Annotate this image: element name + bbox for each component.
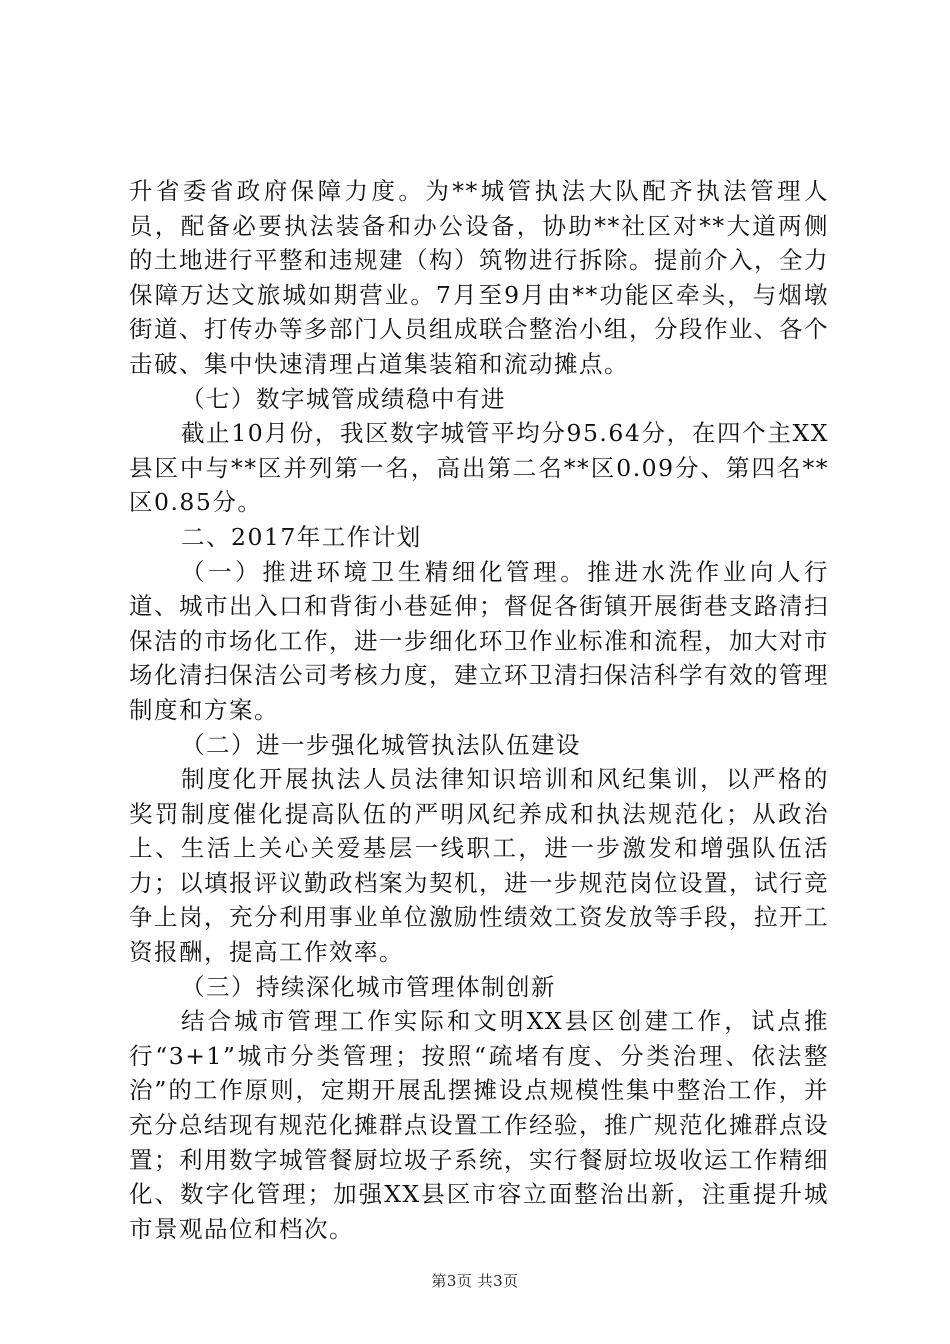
chapter-heading-2017-plan: 二、2017年工作计划	[181, 522, 422, 551]
page-footer	[0, 1270, 950, 1291]
section-heading-plan-2: （二）进一步强化城管执法队伍建设	[181, 730, 581, 759]
paragraph-plan-3: 结合城市管理工作实际和文明XX县区创建工作，试点推行“3+1”城市分类管理；按照“疏堵有度、分类治理、依法整治”的工作原则，定期开展乱摆摊设点规模性集中整治工作，并充分总结现有规范化摊群点设置工作经验，推广规范化摊群点设置；利用数字城管餐厨垃圾子系统，实行餐厨垃圾收运工作精细化、数字化管理；加强XX县区市容立面整治出新，注重提升城市景观品位和档次。	[129, 1007, 829, 1243]
page-number-label: 第3页 共3页	[431, 1272, 519, 1290]
paragraph-digital-city: 截止10月份，我区数字城管平均分95.64分，在四个主XX县区中与**区并列第一名，高出第二名**区0.09分、第四名**区0.85分。	[129, 419, 829, 517]
paragraph-plan-1: （一）推进环境卫生精细化管理。推进水洗作业向人行道、城市出入口和背街小巷延伸；督促各街镇开展街巷支路清扫保洁的市场化工作，进一步细化环卫作业标准和流程，加大对市场化清扫保洁公司考核力度，建立环卫清扫保洁科学有效的管理制度和方案。	[129, 557, 829, 724]
section-heading-plan-3: （三）持续深化城市管理体制创新	[181, 972, 556, 1001]
section-heading-7: （七）数字城管成绩稳中有进	[181, 384, 506, 413]
paragraph-plan-2: 制度化开展执法人员法律知识培训和风纪集训，以严格的奖罚制度催化提高队伍的严明风纪养成和执法规范化；从政治上、生活上关心关爱基层一线职工，进一步激发和增强队伍活力；以填报评议勤政档案为契机，进一步规范岗位设置，试行竞争上岗，充分利用事业单位激励性绩效工资发放等手段，拉开工资报酬，提高工作效率。	[129, 765, 829, 967]
document-body	[129, 174, 829, 1246]
paragraph-continuation: 升省委省政府保障力度。为**城管执法大队配齐执法管理人员，配备必要执法装备和办公设备，协助**社区对**大道两侧的土地进行平整和违规建（构）筑物进行拆除。提前介入，全力保障万达文旅城如期营业。7月至9月由**功能区牵头，与烟墩街道、打传办等多部门人员组成联合整治小组，分段作业、各个击破、集中快速清理占道集装箱和流动摊点。	[129, 177, 829, 378]
